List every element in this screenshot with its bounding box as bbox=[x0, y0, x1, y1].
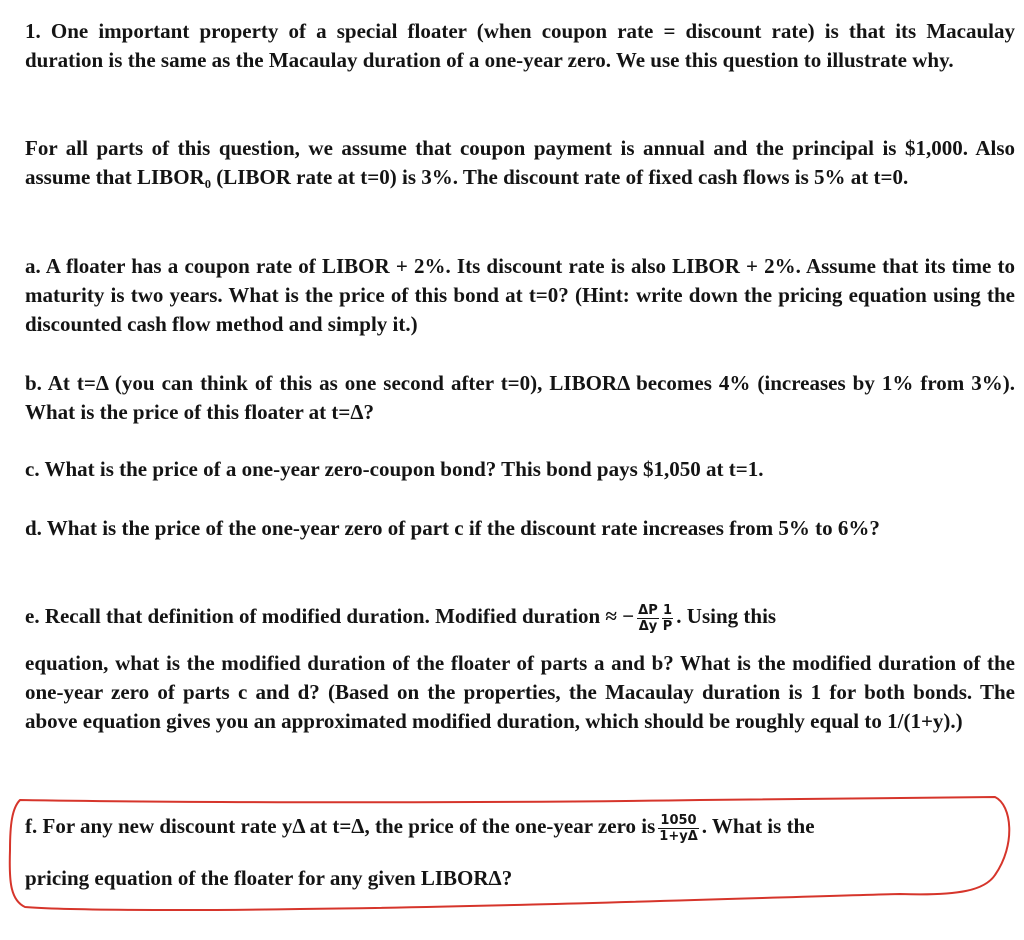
question-assumptions: For all parts of this question, we assume that coupon payment is annual and the principal is $1,000. Also assume that LIBOR₀ (LIBOR rate at t=0) is 3%. The discount rate of fixed cash flows is 5% at t=0. bbox=[25, 136, 1015, 189]
part-f-lead: f. For any new discount rate yΔ at t=Δ, the price of the one-year zero is bbox=[25, 814, 656, 838]
one-over-p: $\frac{1}{P}$ bbox=[662, 602, 673, 634]
part-c: c. What is the price of a one-year zero-coupon bond? This bond pays $1,050 at t=1. bbox=[25, 457, 764, 481]
part-e bbox=[25, 602, 1015, 634]
price-fraction: $\frac{1050}{1+y\Delta}$ bbox=[659, 812, 698, 844]
delta-p-over-delta-y: $\frac{\Delta P}{\Delta y}$ bbox=[638, 602, 658, 634]
part-f-rest: pricing equation of the floater for any given LIBORΔ? bbox=[25, 866, 513, 890]
part-b: b. At t=Δ (you can think of this as one second after t=0), LIBORΔ becomes 4% (increases by 1% from 3%). What is the price of this floater at t=Δ? bbox=[25, 371, 1015, 424]
question-intro: 1. One important property of a special floater (when coupon rate = discount rate) is that its Macaulay duration is the same as the Macaulay duration of a one-year zero. We use this question to illustrate why. bbox=[25, 19, 1015, 72]
part-e-rest: equation, what is the modified duration of the floater of parts a and b? What is the modified duration of the one-year zero of parts c and d? (Based on the properties, the Macaulay duration is 1 for both bonds. The above equation gives you an approximated modified duration, which should be roughly equal to 1/(1+y).) bbox=[25, 651, 1015, 733]
part-d: d. What is the price of the one-year zero of part c if the discount rate increases from 5% to 6%? bbox=[25, 516, 880, 540]
part-e-after: . Using this bbox=[676, 604, 777, 628]
part-e-lead: e. Recall that definition of modified duration. Modified duration ≈ − bbox=[25, 604, 635, 628]
red-highlight-outline bbox=[0, 770, 1024, 920]
part-f-after: . What is the bbox=[701, 814, 815, 838]
part-a: a. A floater has a coupon rate of LIBOR + 2%. Its discount rate is also LIBOR + 2%. Assume that its time to maturity is two years. What is the price of this bond at t=0? (Hint: write down the pricing equation using the discounted cash flow method and simply it.) bbox=[25, 254, 1015, 336]
